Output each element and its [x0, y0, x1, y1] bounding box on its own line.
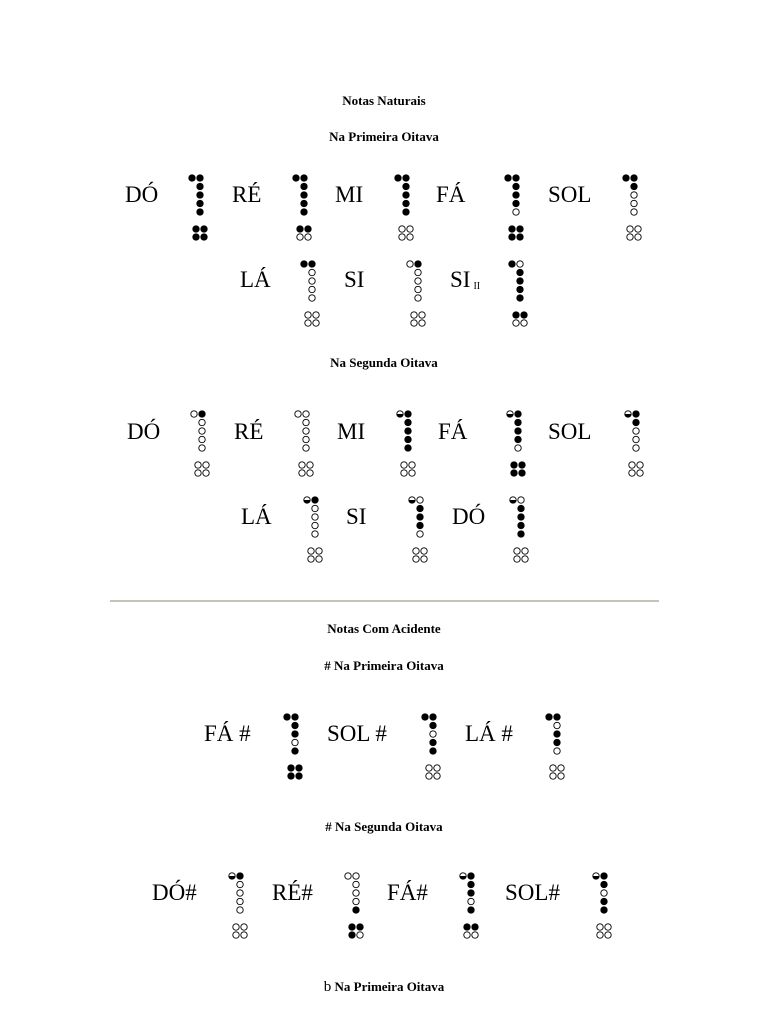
finger-hole — [631, 183, 637, 189]
double-hole-left — [349, 932, 355, 938]
double-hole-left — [299, 462, 305, 468]
note-label: RÉ# — [272, 880, 313, 905]
finger-hole — [468, 873, 474, 879]
finger-hole — [415, 278, 421, 284]
finger-hole — [430, 739, 436, 745]
section-subtitle-sharp-segunda-oitava: # Na Segunda Oitava — [325, 819, 443, 834]
finger-hole — [237, 873, 243, 879]
finger-hole — [237, 898, 243, 904]
note-label: DÓ# — [152, 880, 197, 905]
finger-hole — [199, 445, 205, 451]
finger-hole — [197, 175, 203, 181]
double-hole-left — [299, 470, 305, 476]
finger-hole — [554, 714, 560, 720]
finger-hole — [301, 192, 307, 198]
finger-hole — [309, 269, 315, 275]
finger-hole — [237, 890, 243, 896]
double-hole-left — [401, 470, 407, 476]
finger-hole — [197, 200, 203, 206]
finger-hole — [237, 881, 243, 887]
finger-hole — [554, 739, 560, 745]
fingering-diagram — [591, 872, 611, 942]
finger-hole — [554, 731, 560, 737]
thumb-hole — [505, 175, 511, 181]
finger-hole — [301, 183, 307, 189]
finger-hole — [633, 428, 639, 434]
note-label: SOL # — [327, 721, 387, 746]
flat-symbol: b — [323, 979, 332, 995]
double-hole-right — [421, 548, 427, 554]
finger-hole — [601, 907, 607, 913]
finger-hole — [633, 411, 639, 417]
fingering-diagram — [503, 174, 523, 244]
finger-hole — [197, 192, 203, 198]
finger-hole — [517, 278, 523, 284]
fingering-diagram — [343, 872, 363, 942]
finger-hole — [430, 714, 436, 720]
double-hole-left — [597, 932, 603, 938]
finger-hole — [292, 731, 298, 737]
fingering-diagram — [420, 713, 440, 783]
finger-hole — [631, 209, 637, 215]
finger-hole — [468, 907, 474, 913]
section-title-notas-com-acidente: Notas Com Acidente — [327, 621, 441, 636]
finger-hole — [312, 497, 318, 503]
fingering-diagram — [623, 410, 643, 480]
double-hole-right — [296, 765, 302, 771]
double-hole-right — [409, 470, 415, 476]
double-hole-left — [413, 556, 419, 562]
finger-hole — [518, 531, 524, 537]
thumb-hole — [509, 261, 515, 267]
double-hole-left — [297, 226, 303, 232]
double-hole-left — [597, 924, 603, 930]
finger-hole — [197, 183, 203, 189]
double-hole-right — [419, 320, 425, 326]
finger-hole — [309, 295, 315, 301]
note-label: FÁ# — [387, 880, 428, 905]
double-hole-left — [513, 312, 519, 318]
double-hole-right — [558, 773, 564, 779]
finger-hole — [312, 531, 318, 537]
double-hole-left — [288, 773, 294, 779]
double-hole-left — [511, 462, 517, 468]
double-hole-right — [521, 320, 527, 326]
note-label: RÉ — [234, 419, 264, 444]
finger-hole — [631, 192, 637, 198]
double-hole-left — [464, 924, 470, 930]
finger-hole — [633, 436, 639, 442]
finger-hole — [515, 445, 521, 451]
note-label: SOL# — [505, 880, 560, 905]
finger-hole — [513, 175, 519, 181]
finger-hole — [303, 411, 309, 417]
finger-hole — [518, 505, 524, 511]
thumb-hole — [301, 261, 307, 267]
finger-hole — [199, 436, 205, 442]
double-hole-left — [514, 556, 520, 562]
finger-hole — [518, 514, 524, 520]
finger-hole — [312, 505, 318, 511]
double-hole-right — [517, 234, 523, 240]
double-hole-right — [357, 924, 363, 930]
finger-hole — [468, 890, 474, 896]
finger-hole — [353, 890, 359, 896]
finger-hole — [415, 269, 421, 275]
double-hole-right — [407, 234, 413, 240]
fingering-diagram — [393, 174, 413, 244]
double-hole-right — [201, 226, 207, 232]
fingering-diagram — [407, 496, 427, 566]
double-hole-right — [241, 924, 247, 930]
finger-hole — [403, 192, 409, 198]
double-hole-left — [305, 320, 311, 326]
finger-hole — [601, 881, 607, 887]
thumb-hole — [284, 714, 290, 720]
finger-hole — [353, 898, 359, 904]
finger-hole — [199, 411, 205, 417]
section-subtitle-text: Na Primeira Oitava — [334, 979, 445, 994]
fingering-diagram — [544, 713, 564, 783]
finger-hole — [312, 522, 318, 528]
double-hole-left — [349, 924, 355, 930]
finger-hole — [633, 419, 639, 425]
finger-hole — [405, 428, 411, 434]
finger-hole — [415, 295, 421, 301]
fingering-diagram — [507, 260, 527, 330]
finger-hole — [633, 445, 639, 451]
double-hole-left — [288, 765, 294, 771]
double-hole-left — [426, 773, 432, 779]
finger-hole — [517, 286, 523, 292]
finger-hole — [517, 295, 523, 301]
double-hole-left — [629, 462, 635, 468]
finger-hole — [417, 505, 423, 511]
finger-hole — [518, 497, 524, 503]
note-label: LÁ — [241, 504, 272, 529]
double-hole-left — [629, 470, 635, 476]
double-hole-left — [627, 226, 633, 232]
finger-hole — [403, 209, 409, 215]
note-label-subscript: II — [473, 281, 481, 292]
double-hole-left — [413, 548, 419, 554]
thumb-hole — [189, 175, 195, 181]
finger-hole — [199, 419, 205, 425]
double-hole-right — [419, 312, 425, 318]
fingering-diagram — [302, 496, 322, 566]
finger-hole — [197, 209, 203, 215]
thumb-hole — [422, 714, 428, 720]
finger-hole — [403, 200, 409, 206]
finger-hole — [601, 898, 607, 904]
fingering-diagram — [405, 260, 425, 330]
finger-hole — [601, 890, 607, 896]
finger-hole — [301, 200, 307, 206]
double-hole-left — [195, 462, 201, 468]
finger-hole — [417, 514, 423, 520]
double-hole-right — [434, 773, 440, 779]
note-label: DÓ — [125, 182, 159, 207]
finger-hole — [513, 200, 519, 206]
section-subtitle-sharp-primeira-oitava: # Na Primeira Oitava — [324, 658, 444, 673]
double-hole-left — [513, 320, 519, 326]
fingering-diagram — [227, 872, 247, 942]
finger-hole — [292, 739, 298, 745]
double-hole-left — [193, 226, 199, 232]
double-hole-left — [233, 932, 239, 938]
finger-hole — [312, 514, 318, 520]
fingering-diagram — [621, 174, 641, 244]
fingering-diagram — [458, 872, 478, 942]
note-label: LÁ — [240, 267, 271, 292]
finger-hole — [430, 731, 436, 737]
finger-hole — [292, 722, 298, 728]
thumb-hole — [191, 411, 197, 417]
note-label: RÉ — [232, 182, 262, 207]
finger-hole — [403, 175, 409, 181]
finger-hole — [515, 419, 521, 425]
double-hole-left — [550, 773, 556, 779]
note-label: DÓ — [127, 419, 161, 444]
finger-hole — [631, 200, 637, 206]
finger-hole — [405, 411, 411, 417]
finger-hole — [405, 436, 411, 442]
double-hole-right — [558, 765, 564, 771]
fingering-diagram — [299, 260, 319, 330]
finger-hole — [417, 522, 423, 528]
finger-hole — [513, 209, 519, 215]
double-hole-right — [307, 470, 313, 476]
note-label: FÁ — [436, 182, 466, 207]
double-hole-right — [635, 234, 641, 240]
finger-hole — [601, 873, 607, 879]
finger-hole — [405, 445, 411, 451]
finger-hole — [303, 419, 309, 425]
note-label: LÁ # — [465, 721, 513, 746]
double-hole-left — [193, 234, 199, 240]
finger-hole — [430, 722, 436, 728]
fingering-diagram — [293, 410, 313, 480]
finger-hole — [554, 722, 560, 728]
double-hole-right — [201, 234, 207, 240]
finger-hole — [303, 436, 309, 442]
fingering-diagram — [508, 496, 528, 566]
fingering-diagram — [187, 174, 207, 244]
double-hole-left — [464, 932, 470, 938]
double-hole-left — [509, 226, 515, 232]
section-divider — [110, 600, 659, 602]
section-subtitle-primeira-oitava: Na Primeira Oitava — [329, 129, 439, 144]
double-hole-right — [472, 924, 478, 930]
note-label: FÁ — [438, 419, 468, 444]
finger-hole — [515, 428, 521, 434]
double-hole-right — [517, 226, 523, 232]
finger-hole — [513, 183, 519, 189]
thumb-hole — [407, 261, 413, 267]
finger-hole — [631, 175, 637, 181]
finger-hole — [353, 873, 359, 879]
finger-hole — [309, 261, 315, 267]
note-label: SI — [344, 267, 365, 292]
double-hole-left — [399, 234, 405, 240]
finger-hole — [301, 175, 307, 181]
double-hole-right — [203, 470, 209, 476]
note-label: SOL — [548, 419, 592, 444]
finger-hole — [468, 898, 474, 904]
fingering-diagram — [505, 410, 525, 480]
finger-hole — [309, 278, 315, 284]
double-hole-left — [305, 312, 311, 318]
finger-hole — [517, 269, 523, 275]
thumb-hole — [295, 411, 301, 417]
double-hole-left — [195, 470, 201, 476]
section-subtitle-segunda-oitava: Na Segunda Oitava — [330, 355, 438, 370]
section-subtitle-flat-primeira-oitava — [0, 979, 768, 995]
double-hole-right — [605, 924, 611, 930]
double-hole-left — [411, 320, 417, 326]
double-hole-left — [411, 312, 417, 318]
finger-hole — [353, 907, 359, 913]
double-hole-right — [313, 312, 319, 318]
double-hole-right — [434, 765, 440, 771]
double-hole-right — [203, 462, 209, 468]
double-hole-right — [305, 226, 311, 232]
finger-hole — [301, 209, 307, 215]
note-label: MI — [337, 419, 366, 444]
finger-hole — [468, 881, 474, 887]
finger-hole — [303, 445, 309, 451]
finger-hole — [237, 907, 243, 913]
finger-hole — [517, 261, 523, 267]
fingering-diagram — [291, 174, 311, 244]
fingering-diagram — [395, 410, 415, 480]
finger-hole — [403, 183, 409, 189]
double-hole-left — [509, 234, 515, 240]
finger-hole — [292, 748, 298, 754]
note-label: FÁ # — [204, 721, 251, 746]
finger-hole — [309, 286, 315, 292]
note-label: SI — [346, 504, 367, 529]
double-hole-right — [316, 556, 322, 562]
double-hole-right — [357, 932, 363, 938]
double-hole-left — [426, 765, 432, 771]
double-hole-left — [401, 462, 407, 468]
double-hole-right — [519, 470, 525, 476]
note-label — [450, 266, 480, 301]
finger-hole — [415, 286, 421, 292]
double-hole-right — [522, 556, 528, 562]
thumb-hole — [623, 175, 629, 181]
double-hole-right — [421, 556, 427, 562]
double-hole-right — [305, 234, 311, 240]
double-hole-right — [521, 312, 527, 318]
double-hole-right — [296, 773, 302, 779]
finger-hole — [518, 522, 524, 528]
double-hole-right — [522, 548, 528, 554]
double-hole-right — [519, 462, 525, 468]
finger-hole — [417, 497, 423, 503]
thumb-hole — [345, 873, 351, 879]
double-hole-right — [635, 226, 641, 232]
double-hole-right — [241, 932, 247, 938]
thumb-hole — [395, 175, 401, 181]
note-label: SOL — [548, 182, 592, 207]
double-hole-left — [399, 226, 405, 232]
fingering-diagram — [282, 713, 302, 783]
finger-hole — [554, 748, 560, 754]
thumb-hole — [546, 714, 552, 720]
thumb-hole — [293, 175, 299, 181]
note-label-text: SI — [450, 267, 471, 292]
double-hole-right — [313, 320, 319, 326]
double-hole-right — [316, 548, 322, 554]
double-hole-left — [514, 548, 520, 554]
finger-hole — [292, 714, 298, 720]
note-label: DÓ — [452, 504, 486, 529]
double-hole-right — [472, 932, 478, 938]
finger-hole — [303, 428, 309, 434]
double-hole-right — [307, 462, 313, 468]
section-title-notas-naturais: Notas Naturais — [342, 93, 426, 108]
finger-hole — [515, 411, 521, 417]
fingering-diagram — [189, 410, 209, 480]
finger-hole — [415, 261, 421, 267]
finger-hole — [430, 748, 436, 754]
finger-hole — [353, 881, 359, 887]
finger-hole — [417, 531, 423, 537]
finger-hole — [515, 436, 521, 442]
double-hole-left — [550, 765, 556, 771]
double-hole-left — [297, 234, 303, 240]
double-hole-right — [637, 470, 643, 476]
double-hole-left — [308, 548, 314, 554]
double-hole-right — [605, 932, 611, 938]
double-hole-left — [308, 556, 314, 562]
double-hole-left — [233, 924, 239, 930]
double-hole-right — [637, 462, 643, 468]
finger-hole — [513, 192, 519, 198]
double-hole-left — [627, 234, 633, 240]
double-hole-left — [511, 470, 517, 476]
finger-hole — [199, 428, 205, 434]
finger-hole — [405, 419, 411, 425]
double-hole-right — [407, 226, 413, 232]
note-label: MI — [335, 182, 364, 207]
double-hole-right — [409, 462, 415, 468]
